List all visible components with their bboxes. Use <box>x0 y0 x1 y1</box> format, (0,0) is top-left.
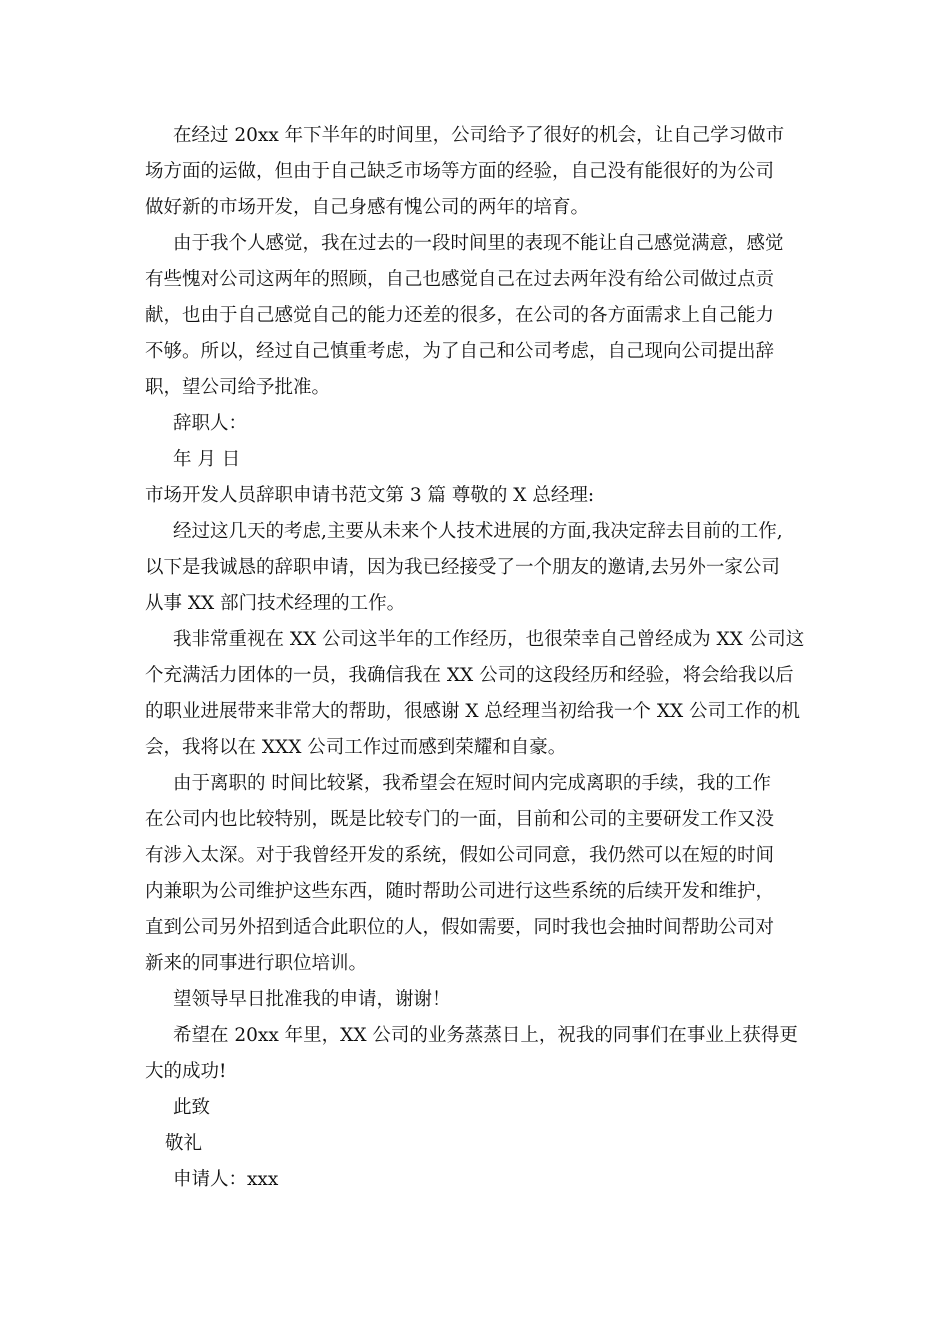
text-line: 希望在 20xx 年里，XX 公司的业务蒸蒸日上，祝我的同事们在事业上获得更 <box>173 1025 798 1046</box>
text-line: 献，也由于自己感觉自己的能力还差的很多，在公司的各方面需求上自己能力 <box>145 305 775 326</box>
text-line: 由于离职的 时间比较紧，我希望会在短时间内完成离职的手续，我的工作 <box>173 773 771 794</box>
document-body <box>145 118 815 1198</box>
text-line: 以下是我诚恳的辞职申请，因为我已经接受了一个朋友的邀请,去另外一家公司 <box>145 557 780 578</box>
text-line: 由于我个人感觉，我在过去的一段时间里的表现不能让自己感觉满意，感觉 <box>173 233 784 254</box>
text-line: 的职业进展带来非常大的帮助，很感谢 X 总经理当初给我一个 XX 公司工作的机 <box>145 701 801 722</box>
closing-line: 此致 <box>173 1097 211 1118</box>
applicant-line: 申请人：xxx <box>173 1169 279 1190</box>
text-line: 会，我将以在 XXX 公司工作过而感到荣耀和自豪。 <box>145 737 567 758</box>
text-line: 个充满活力团体的一员，我确信我在 XX 公司的这段经历和经验，将会给我以后 <box>145 665 794 686</box>
text-line: 新来的同事进行职位培训。 <box>145 953 368 974</box>
text-line: 在经过 20xx 年下半年的时间里，公司给予了很好的机会，让自己学习做市 <box>173 125 785 146</box>
text-line: 内兼职为公司维护这些东西，随时帮助公司进行这些系统的后续开发和维护， <box>145 881 775 902</box>
text-line: 不够。所以，经过自己慎重考虑，为了自己和公司考虑，自己现向公司提出辞 <box>145 341 775 362</box>
date-line: 年 月 日 <box>173 449 241 470</box>
text-line: 直到公司另外招到适合此职位的人，假如需要，同时我也会抽时间帮助公司对 <box>145 917 775 938</box>
section-heading: 市场开发人员辞职申请书范文第 3 篇 尊敬的 X 总经理: <box>145 485 595 506</box>
signer-label: 辞职人： <box>173 413 248 434</box>
salutation-line: 敬礼 <box>165 1133 203 1154</box>
text-line: 经过这几天的考虑,主要从未来个人技术进展的方面,我决定辞去目前的工作, <box>173 521 783 542</box>
text-line: 从事 XX 部门技术经理的工作。 <box>145 593 406 614</box>
text-line: 望领导早日批准我的申请，谢谢！ <box>173 989 451 1010</box>
text-line: 做好新的市场开发，自己身感有愧公司的两年的培育。 <box>145 197 590 218</box>
text-line: 有涉入太深。对于我曾经开发的系统，假如公司同意，我仍然可以在短的时间 <box>145 845 775 866</box>
text-line: 有些愧对公司这两年的照顾，自己也感觉自己在过去两年没有给公司做过点贡 <box>145 269 775 290</box>
text-line: 场方面的运做，但由于自己缺乏市场等方面的经验，自己没有能很好的为公司 <box>145 161 775 182</box>
text-line: 在公司内也比较特别，既是比较专门的一面，目前和公司的主要研发工作又没 <box>145 809 775 830</box>
text-line: 我非常重视在 XX 公司这半年的工作经历，也很荣幸自己曾经成为 XX 公司这 <box>173 629 805 650</box>
text-line: 大的成功! <box>145 1061 227 1082</box>
text-line: 职，望公司给予批准。 <box>145 377 331 398</box>
